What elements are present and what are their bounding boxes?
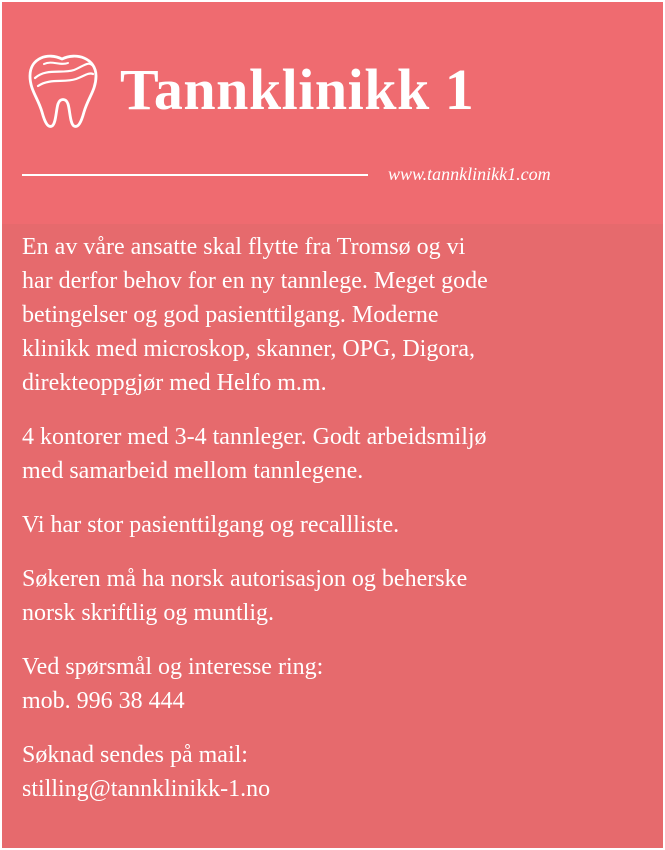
divider [22, 174, 368, 176]
text-line: betingelser og god pasienttilgang. Moderne [22, 302, 439, 328]
tooth-icon [22, 50, 104, 130]
job-advertisement [2, 2, 663, 848]
paragraph-email-contact [22, 738, 652, 806]
ad-body [22, 230, 652, 826]
text-line: norsk skriftlig og muntlig. [22, 600, 274, 626]
text-line: med samarbeid mellom tannlegene. [22, 458, 364, 484]
header [2, 2, 663, 224]
text-line: Søkeren må ha norsk autorisasjon og beherske [22, 566, 468, 592]
paragraph-phone-contact [22, 650, 652, 718]
website-url[interactable]: www.tannklinikk1.com [388, 164, 551, 184]
text-line: En av våre ansatte skal flytte fra Tromsø og vi [22, 234, 466, 260]
text-line: Vi har stor pasienttilgang og recallliste. [22, 512, 400, 538]
text-line: Ved spørsmål og interesse ring: [22, 654, 324, 680]
paragraph-offices [22, 420, 652, 488]
text-line: Søknad sendes på mail: [22, 742, 248, 768]
brand-name: Tannklinikk 1 [120, 57, 475, 122]
paragraph-patients [22, 508, 652, 542]
paragraph-requirements [22, 562, 652, 630]
paragraph-intro [22, 230, 652, 400]
text-line: klinikk med microskop, skanner, OPG, Digora, [22, 336, 475, 362]
text-line: har derfor behov for en ny tannlege. Meget gode [22, 268, 488, 294]
text-line: 4 kontorer med 3-4 tannleger. Godt arbeidsmiljø [22, 424, 487, 450]
phone-number[interactable]: mob. 996 38 444 [22, 688, 185, 714]
text-line: direkteoppgjør med Helfo m.m. [22, 370, 327, 396]
email-address[interactable]: stilling@tannklinikk-1.no [22, 776, 271, 802]
